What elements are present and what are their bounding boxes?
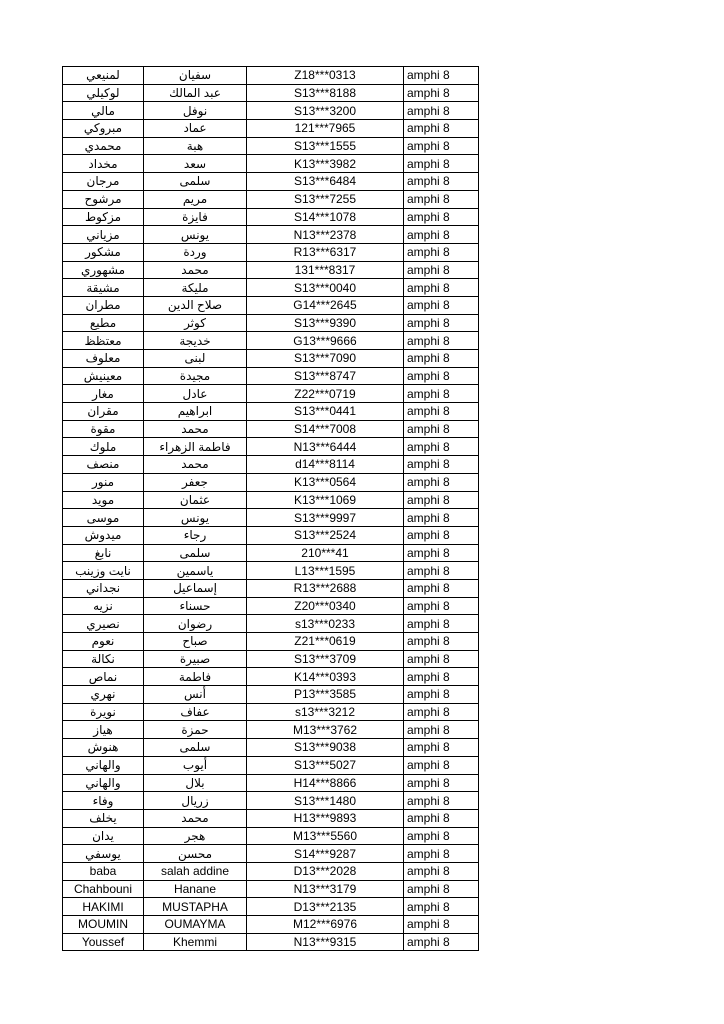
room-cell: amphi 8 xyxy=(404,809,479,827)
id-number-cell: K13***0564 xyxy=(247,473,404,491)
last-name-cell: مرشوح xyxy=(63,190,144,208)
first-name-cell: سفيان xyxy=(144,67,247,85)
id-number-cell: S13***1555 xyxy=(247,137,404,155)
room-cell: amphi 8 xyxy=(404,668,479,686)
last-name-cell: ملوك xyxy=(63,438,144,456)
room-cell: amphi 8 xyxy=(404,190,479,208)
id-number-cell: S13***7255 xyxy=(247,190,404,208)
first-name-cell: ياسمين xyxy=(144,562,247,580)
table-row xyxy=(63,367,479,385)
first-name-cell: حمزة xyxy=(144,721,247,739)
id-number-cell: D13***2028 xyxy=(247,862,404,880)
room-cell: amphi 8 xyxy=(404,279,479,297)
table-row xyxy=(63,84,479,102)
table-row xyxy=(63,155,479,173)
room-cell: amphi 8 xyxy=(404,933,479,951)
last-name-cell: نايت وزينب xyxy=(63,562,144,580)
id-number-cell: G14***2645 xyxy=(247,296,404,314)
id-number-cell: N13***9315 xyxy=(247,933,404,951)
first-name-cell: MUSTAPHA xyxy=(144,898,247,916)
room-cell: amphi 8 xyxy=(404,562,479,580)
id-number-cell: N13***3179 xyxy=(247,880,404,898)
id-number-cell: K14***0393 xyxy=(247,668,404,686)
table-row xyxy=(63,208,479,226)
table-row xyxy=(63,668,479,686)
id-number-cell: N13***2378 xyxy=(247,226,404,244)
last-name-cell: نجداني xyxy=(63,579,144,597)
room-cell: amphi 8 xyxy=(404,509,479,527)
room-cell: amphi 8 xyxy=(404,243,479,261)
room-cell: amphi 8 xyxy=(404,296,479,314)
id-number-cell: N13***6444 xyxy=(247,438,404,456)
last-name-cell: مويد xyxy=(63,491,144,509)
table-row xyxy=(63,385,479,403)
table-row xyxy=(63,933,479,951)
id-number-cell: S13***9038 xyxy=(247,739,404,757)
first-name-cell: صبيرة xyxy=(144,650,247,668)
first-name-cell: جعفر xyxy=(144,473,247,491)
table-row xyxy=(63,597,479,615)
last-name-cell: منصف xyxy=(63,456,144,474)
room-cell: amphi 8 xyxy=(404,792,479,810)
first-name-cell: حسناء xyxy=(144,597,247,615)
id-number-cell: P13***3585 xyxy=(247,686,404,704)
id-number-cell: S13***3709 xyxy=(247,650,404,668)
last-name-cell: يوسفي xyxy=(63,845,144,863)
first-name-cell: محمد xyxy=(144,809,247,827)
table-row xyxy=(63,332,479,350)
room-cell: amphi 8 xyxy=(404,615,479,633)
table-row xyxy=(63,686,479,704)
table-row xyxy=(63,862,479,880)
room-cell: amphi 8 xyxy=(404,438,479,456)
table-row xyxy=(63,615,479,633)
id-number-cell: S13***2524 xyxy=(247,526,404,544)
id-number-cell: M13***3762 xyxy=(247,721,404,739)
last-name-cell: نابغ xyxy=(63,544,144,562)
id-number-cell: S13***5027 xyxy=(247,756,404,774)
first-name-cell: salah addine xyxy=(144,862,247,880)
room-cell: amphi 8 xyxy=(404,898,479,916)
table-row xyxy=(63,403,479,421)
room-cell: amphi 8 xyxy=(404,526,479,544)
id-number-cell: S13***3200 xyxy=(247,102,404,120)
table-row xyxy=(63,809,479,827)
room-cell: amphi 8 xyxy=(404,579,479,597)
last-name-cell: مالي xyxy=(63,102,144,120)
table-row xyxy=(63,756,479,774)
first-name-cell: سعد xyxy=(144,155,247,173)
id-number-cell: 210***41 xyxy=(247,544,404,562)
first-name-cell: مريم xyxy=(144,190,247,208)
table-row xyxy=(63,880,479,898)
last-name-cell: مزياني xyxy=(63,226,144,244)
room-cell: amphi 8 xyxy=(404,544,479,562)
id-number-cell: Z18***0313 xyxy=(247,67,404,85)
id-number-cell: S13***0441 xyxy=(247,403,404,421)
last-name-cell: هياز xyxy=(63,721,144,739)
room-cell: amphi 8 xyxy=(404,686,479,704)
table-row xyxy=(63,650,479,668)
id-number-cell: S13***1480 xyxy=(247,792,404,810)
room-cell: amphi 8 xyxy=(404,703,479,721)
table-row xyxy=(63,456,479,474)
last-name-cell: منور xyxy=(63,473,144,491)
table-row xyxy=(63,491,479,509)
last-name-cell: موسى xyxy=(63,509,144,527)
table-row xyxy=(63,296,479,314)
first-name-cell: صباح xyxy=(144,633,247,651)
first-name-cell: بلال xyxy=(144,774,247,792)
room-cell: amphi 8 xyxy=(404,774,479,792)
first-name-cell: يونس xyxy=(144,509,247,527)
room-cell: amphi 8 xyxy=(404,155,479,173)
last-name-cell: مشهوري xyxy=(63,261,144,279)
id-number-cell: s13***3212 xyxy=(247,703,404,721)
first-name-cell: رجاء xyxy=(144,526,247,544)
room-cell: amphi 8 xyxy=(404,67,479,85)
room-cell: amphi 8 xyxy=(404,173,479,191)
table-row xyxy=(63,562,479,580)
id-number-cell: s13***0233 xyxy=(247,615,404,633)
last-name-cell: معتظظ xyxy=(63,332,144,350)
room-cell: amphi 8 xyxy=(404,862,479,880)
first-name-cell: يونس xyxy=(144,226,247,244)
table-row xyxy=(63,774,479,792)
table-row xyxy=(63,916,479,934)
last-name-cell: baba xyxy=(63,862,144,880)
room-cell: amphi 8 xyxy=(404,226,479,244)
table-row xyxy=(63,473,479,491)
first-name-cell: OUMAYMA xyxy=(144,916,247,934)
room-cell: amphi 8 xyxy=(404,102,479,120)
room-cell: amphi 8 xyxy=(404,456,479,474)
id-number-cell: R13***2688 xyxy=(247,579,404,597)
first-name-cell: وردة xyxy=(144,243,247,261)
table-row xyxy=(63,509,479,527)
last-name-cell: معلوف xyxy=(63,350,144,368)
last-name-cell: لوكيلي xyxy=(63,84,144,102)
id-number-cell: D13***2135 xyxy=(247,898,404,916)
id-number-cell: S13***0040 xyxy=(247,279,404,297)
last-name-cell: ميدوش xyxy=(63,526,144,544)
id-number-cell: Z22***0719 xyxy=(247,385,404,403)
room-cell: amphi 8 xyxy=(404,332,479,350)
room-cell: amphi 8 xyxy=(404,597,479,615)
room-cell: amphi 8 xyxy=(404,120,479,138)
id-number-cell: Z20***0340 xyxy=(247,597,404,615)
last-name-cell: نزيه xyxy=(63,597,144,615)
last-name-cell: نعوم xyxy=(63,633,144,651)
id-number-cell: K13***3982 xyxy=(247,155,404,173)
last-name-cell: مغار xyxy=(63,385,144,403)
table-row xyxy=(63,579,479,597)
last-name-cell: Chahbouni xyxy=(63,880,144,898)
first-name-cell: محمد xyxy=(144,456,247,474)
first-name-cell: إسماعيل xyxy=(144,579,247,597)
last-name-cell: مشكور xyxy=(63,243,144,261)
room-cell: amphi 8 xyxy=(404,350,479,368)
table-row xyxy=(63,792,479,810)
room-cell: amphi 8 xyxy=(404,827,479,845)
table-row xyxy=(63,827,479,845)
last-name-cell: نكالة xyxy=(63,650,144,668)
id-number-cell: H14***8866 xyxy=(247,774,404,792)
table-row xyxy=(63,173,479,191)
first-name-cell: أيوب xyxy=(144,756,247,774)
table-row xyxy=(63,261,479,279)
last-name-cell: معينيش xyxy=(63,367,144,385)
id-number-cell: G13***9666 xyxy=(247,332,404,350)
last-name-cell: مطيع xyxy=(63,314,144,332)
table-row xyxy=(63,420,479,438)
id-number-cell: M12***6976 xyxy=(247,916,404,934)
table-row xyxy=(63,544,479,562)
first-name-cell: Khemmi xyxy=(144,933,247,951)
room-cell: amphi 8 xyxy=(404,756,479,774)
first-name-cell: Hanane xyxy=(144,880,247,898)
table-row xyxy=(63,137,479,155)
room-cell: amphi 8 xyxy=(404,208,479,226)
table-row xyxy=(63,279,479,297)
id-number-cell: S13***8188 xyxy=(247,84,404,102)
id-number-cell: S13***8747 xyxy=(247,367,404,385)
first-name-cell: فاطمة الزهراء xyxy=(144,438,247,456)
last-name-cell: نماص xyxy=(63,668,144,686)
last-name-cell: HAKIMI xyxy=(63,898,144,916)
table-row xyxy=(63,721,479,739)
table-row xyxy=(63,120,479,138)
last-name-cell: يدان xyxy=(63,827,144,845)
room-cell: amphi 8 xyxy=(404,880,479,898)
first-name-cell: عبد المالك xyxy=(144,84,247,102)
id-number-cell: S14***1078 xyxy=(247,208,404,226)
last-name-cell: مطران xyxy=(63,296,144,314)
last-name-cell: يخلف xyxy=(63,809,144,827)
last-name-cell: والهاني xyxy=(63,774,144,792)
id-number-cell: S14***7008 xyxy=(247,420,404,438)
table-row xyxy=(63,190,479,208)
room-cell: amphi 8 xyxy=(404,84,479,102)
first-name-cell: عفاف xyxy=(144,703,247,721)
last-name-cell: مبروكي xyxy=(63,120,144,138)
first-name-cell: هبة xyxy=(144,137,247,155)
id-number-cell: S13***6484 xyxy=(247,173,404,191)
room-cell: amphi 8 xyxy=(404,491,479,509)
table-row xyxy=(63,67,479,85)
id-number-cell: S14***9287 xyxy=(247,845,404,863)
table-row xyxy=(63,102,479,120)
room-cell: amphi 8 xyxy=(404,633,479,651)
room-cell: amphi 8 xyxy=(404,473,479,491)
first-name-cell: خديجة xyxy=(144,332,247,350)
last-name-cell: والهاني xyxy=(63,756,144,774)
first-name-cell: هجر xyxy=(144,827,247,845)
room-cell: amphi 8 xyxy=(404,739,479,757)
room-cell: amphi 8 xyxy=(404,367,479,385)
last-name-cell: مشيقة xyxy=(63,279,144,297)
table-row xyxy=(63,845,479,863)
room-cell: amphi 8 xyxy=(404,420,479,438)
first-name-cell: فايزة xyxy=(144,208,247,226)
first-name-cell: نوفل xyxy=(144,102,247,120)
id-number-cell: M13***5560 xyxy=(247,827,404,845)
room-cell: amphi 8 xyxy=(404,916,479,934)
id-number-cell: 131***8317 xyxy=(247,261,404,279)
table-row xyxy=(63,350,479,368)
id-number-cell: d14***8114 xyxy=(247,456,404,474)
last-name-cell: لمنيعي xyxy=(63,67,144,85)
first-name-cell: محسن xyxy=(144,845,247,863)
id-number-cell: K13***1069 xyxy=(247,491,404,509)
first-name-cell: مجيدة xyxy=(144,367,247,385)
room-cell: amphi 8 xyxy=(404,403,479,421)
id-number-cell: S13***9997 xyxy=(247,509,404,527)
last-name-cell: مزكوط xyxy=(63,208,144,226)
table-row xyxy=(63,226,479,244)
table-row xyxy=(63,739,479,757)
first-name-cell: سلمى xyxy=(144,739,247,757)
first-name-cell: رضوان xyxy=(144,615,247,633)
student-table xyxy=(62,66,479,951)
last-name-cell: MOUMIN xyxy=(63,916,144,934)
first-name-cell: ابراهيم xyxy=(144,403,247,421)
room-cell: amphi 8 xyxy=(404,385,479,403)
first-name-cell: لبنى xyxy=(144,350,247,368)
table-row xyxy=(63,438,479,456)
first-name-cell: محمد xyxy=(144,261,247,279)
last-name-cell: نصيري xyxy=(63,615,144,633)
last-name-cell: Youssef xyxy=(63,933,144,951)
last-name-cell: وفاء xyxy=(63,792,144,810)
room-cell: amphi 8 xyxy=(404,261,479,279)
last-name-cell: نويرة xyxy=(63,703,144,721)
first-name-cell: سلمى xyxy=(144,544,247,562)
last-name-cell: مقران xyxy=(63,403,144,421)
id-number-cell: S13***9390 xyxy=(247,314,404,332)
table-row xyxy=(63,526,479,544)
id-number-cell: Z21***0619 xyxy=(247,633,404,651)
last-name-cell: محمدي xyxy=(63,137,144,155)
first-name-cell: مليكة xyxy=(144,279,247,297)
table-row xyxy=(63,898,479,916)
table-row xyxy=(63,243,479,261)
room-cell: amphi 8 xyxy=(404,137,479,155)
first-name-cell: فاطمة xyxy=(144,668,247,686)
first-name-cell: زريال xyxy=(144,792,247,810)
first-name-cell: عادل xyxy=(144,385,247,403)
room-cell: amphi 8 xyxy=(404,314,479,332)
room-cell: amphi 8 xyxy=(404,650,479,668)
first-name-cell: عماد xyxy=(144,120,247,138)
last-name-cell: نهري xyxy=(63,686,144,704)
first-name-cell: أنس xyxy=(144,686,247,704)
table-row xyxy=(63,703,479,721)
last-name-cell: هنوش xyxy=(63,739,144,757)
table-row xyxy=(63,314,479,332)
id-number-cell: 121***7965 xyxy=(247,120,404,138)
first-name-cell: كوثر xyxy=(144,314,247,332)
last-name-cell: مرجان xyxy=(63,173,144,191)
last-name-cell: مقوة xyxy=(63,420,144,438)
room-cell: amphi 8 xyxy=(404,845,479,863)
first-name-cell: محمد xyxy=(144,420,247,438)
first-name-cell: صلاح الدين xyxy=(144,296,247,314)
first-name-cell: سلمى xyxy=(144,173,247,191)
id-number-cell: R13***6317 xyxy=(247,243,404,261)
last-name-cell: مخداد xyxy=(63,155,144,173)
id-number-cell: L13***1595 xyxy=(247,562,404,580)
id-number-cell: S13***7090 xyxy=(247,350,404,368)
id-number-cell: H13***9893 xyxy=(247,809,404,827)
first-name-cell: عثمان xyxy=(144,491,247,509)
table-row xyxy=(63,633,479,651)
room-cell: amphi 8 xyxy=(404,721,479,739)
student-table-body xyxy=(63,67,479,951)
